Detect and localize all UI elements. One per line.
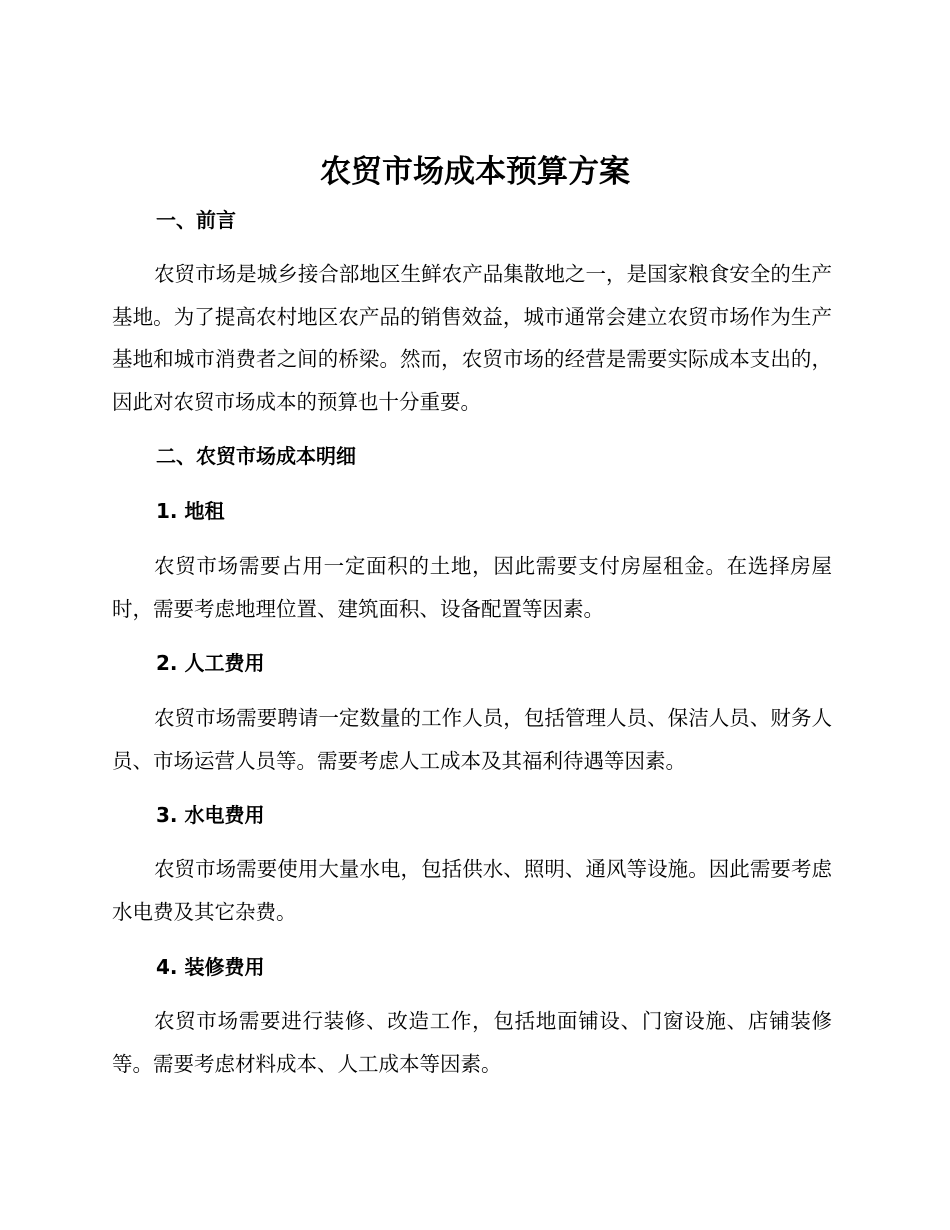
- section-heading-cost-details: 二、农贸市场成本明细: [156, 444, 356, 468]
- subsection-heading-utilities: 3. 水电费用: [156, 803, 265, 827]
- section-paragraph-preface: 农贸市场是城乡接合部地区生鲜农产品集散地之一，是国家粮食安全的生产基地。为了提高农村地区农产品的销售效益，城市通常会建立农贸市场作为生产基地和城市消费者之间的桥梁。然而，农贸市场的经营是需要实际成本支出的，因此对农贸市场成本的预算也十分重要。: [112, 262, 832, 414]
- subsection-paragraph-utilities: 农贸市场需要使用大量水电，包括供水、照明、通风等设施。因此需要考虑水电费及其它杂费。: [112, 857, 832, 924]
- subsection-paragraph-labor-cost: 农贸市场需要聘请一定数量的工作人员，包括管理人员、保洁人员、财务人员、市场运营人员等。需要考虑人工成本及其福利待遇等因素。: [112, 706, 832, 773]
- subsection-heading-land-rent: 1. 地租: [156, 499, 225, 523]
- section-heading-preface: 一、前言: [156, 208, 236, 232]
- document-title: 农贸市场成本预算方案: [320, 154, 630, 190]
- subsection-heading-renovation: 4. 装修费用: [156, 955, 265, 979]
- subsection-heading-labor-cost: 2. 人工费用: [156, 651, 265, 675]
- subsection-paragraph-land-rent: 农贸市场需要占用一定面积的土地，因此需要支付房屋租金。在选择房屋时，需要考虑地理位置、建筑面积、设备配置等因素。: [112, 554, 832, 621]
- subsection-paragraph-renovation: 农贸市场需要进行装修、改造工作，包括地面铺设、门窗设施、店铺装修等。需要考虑材料成本、人工成本等因素。: [112, 1009, 832, 1076]
